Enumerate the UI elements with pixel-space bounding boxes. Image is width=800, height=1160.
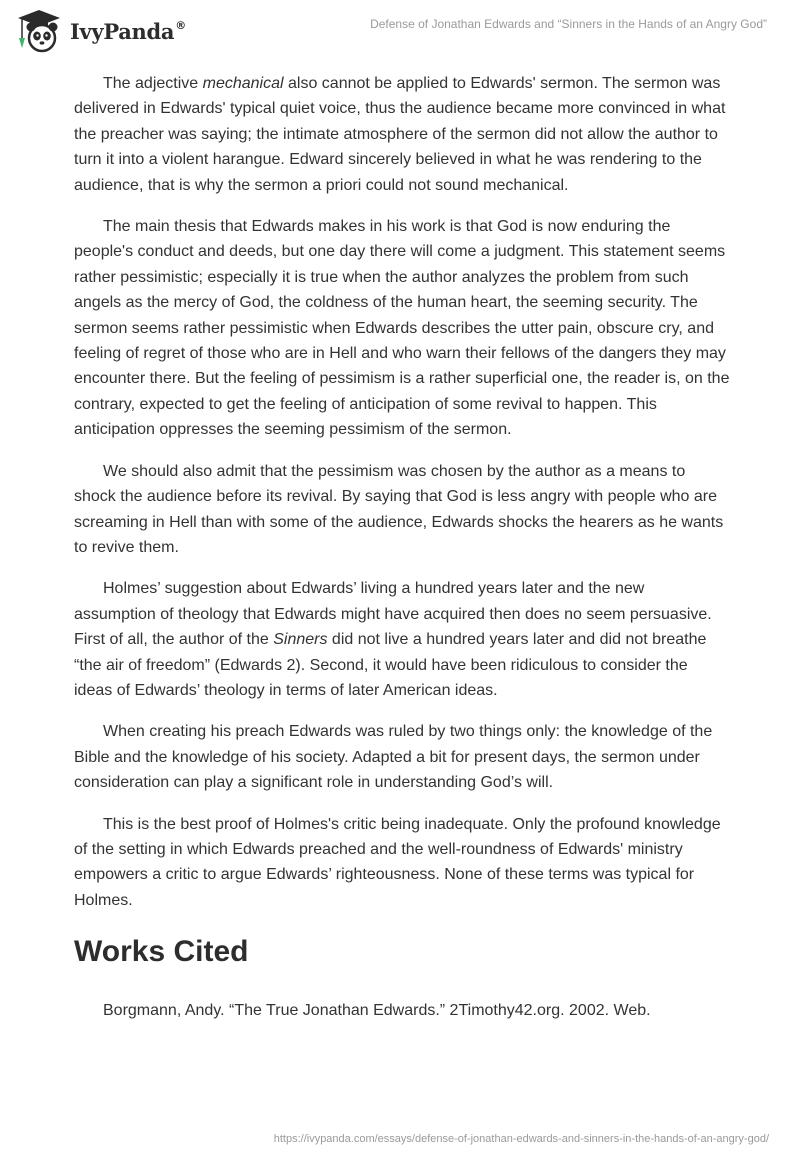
paragraph-pessimism: We should also admit that the pessimism was chosen by the author as a means to shock the audience before its revival. By saying that God is less angry with people who are screaming in Hell than with some of the audience, Edwards shocks the hearers as he wants to revive them. <box>74 462 724 556</box>
paragraph-text: The adjective <box>103 75 203 92</box>
ivypanda-logo[interactable] <box>14 8 204 54</box>
citation-entry: Borgmann, Andy. “The True Jonathan Edwards.” 2Timothy42.org. 2002. Web. <box>103 1002 651 1020</box>
brand-name <box>70 19 186 44</box>
paragraph-text: did not live a hundred years later and did not breathe “the air of freedom” (Edwards 2). Second, it would have been ridiculous to consider the ideas of Edwards’ theology in terms of later American ideas. <box>74 631 707 699</box>
paragraph-preach: When creating his preach Edwards was ruled by two things only: the knowledge of the Bible and the knowledge of his society. Adapted a bit for present days, the sermon under consideration can play a significant role in understanding God’s will. <box>74 723 713 792</box>
paragraph-mechanical <box>74 71 730 198</box>
brand-name-text: IvyPanda <box>70 18 175 44</box>
paragraph-holmes-suggestion <box>74 576 730 703</box>
paragraph-text: Holmes’ suggestion about Edwards’ living a hundred years later and the new assumption of theology that Edwards might have acquired then does no seem persuasive. First of all, the author of the <box>74 580 712 649</box>
works-cited-heading: Works Cited <box>74 935 249 969</box>
document-title: Defense of Jonathan Edwards and “Sinners in the Hands of an Angry God” <box>370 17 767 31</box>
source-url[interactable]: https://ivypanda.com/essays/defense-of-jonathan-edwards-and-sinners-in-the-hands-of-an-angry-god/ <box>273 1133 769 1145</box>
emphasis-text: mechanical <box>202 75 284 92</box>
paragraph-conclusion: This is the best proof of Holmes's critic being inadequate. Only the profound knowledge of the setting in which Edwards preached and the well-roundness of Edwards' ministry empowers a critic to argue Edwards’ righteousness. None of these terms was typical for Holmes. <box>74 815 721 909</box>
essay-content <box>74 71 730 1023</box>
brand-registered-mark: ® <box>175 18 186 32</box>
paragraph-main-thesis: The main thesis that Edwards makes in his work is that God is now enduring the people's conduct and deeds, but one day there will come a judgment. This statement seems rather pessimistic; especially it is true when the author analyzes the problem from such angels as the mercy of God, the coldness of the human heart, the seeming security. The sermon seems rather pessimistic when Edwards describes the utter pain, obscure cry, and feeling of regret of those who are in Hell and who warn their fellows of the dangers they may encounter there. But the feeling of pessimism is a rather superficial one, the reader is, on the contrary, expected to get the feeling of anticipation of some revival to happen. This anticipation oppresses the seeming pessimism of the sermon. <box>74 218 730 439</box>
panda-graduate-icon <box>14 8 64 54</box>
paragraph-text: also cannot be applied to Edwards' sermon. The sermon was delivered in Edwards' typical quiet voice, thus the audience became more convinced in what the preacher was saying; the intimate atmosphere of the sermon did not allow the author to turn it into a violent harangue. Edward sincerely believed in what he was rendering to the audience, that is why the sermon a priori could not sound mechanical. <box>74 75 726 194</box>
page-header <box>0 0 800 60</box>
emphasis-text: Sinners <box>273 631 328 649</box>
